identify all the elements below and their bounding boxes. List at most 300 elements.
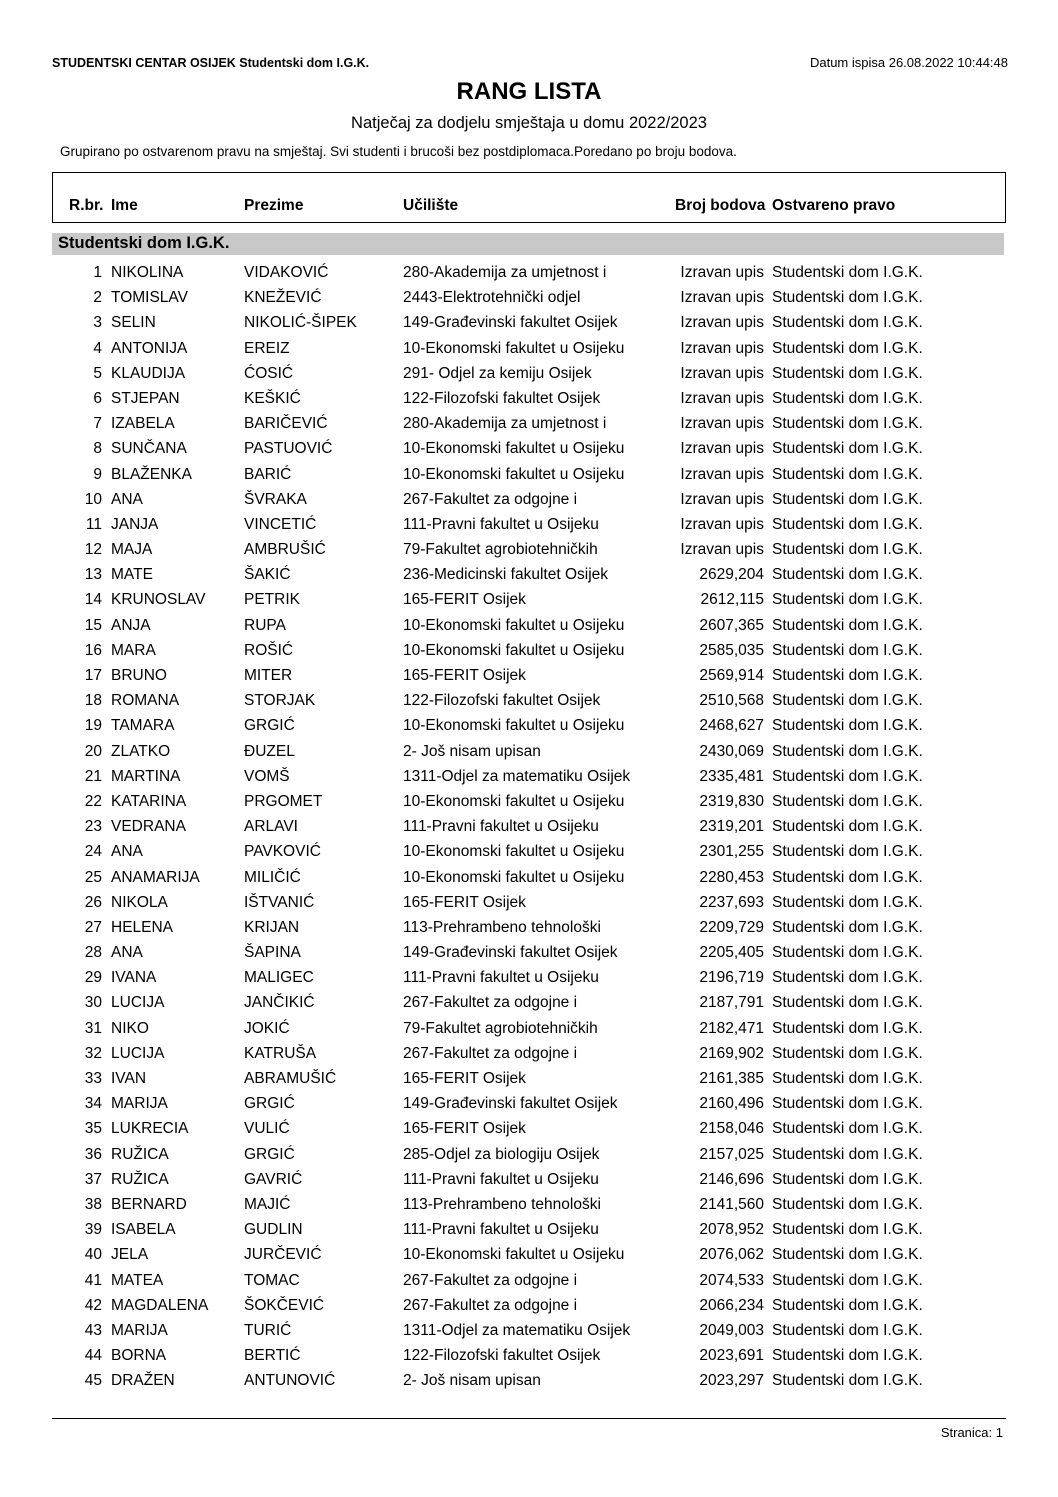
table-row <box>0 1345 1058 1370</box>
table-row <box>0 1244 1058 1269</box>
awarded-right: Studentski dom I.G.K. <box>772 641 923 659</box>
row-number: 23 <box>84 818 102 836</box>
institution: 2443-Elektrotehnički odjel <box>403 289 581 307</box>
awarded-right: Studentski dom I.G.K. <box>772 339 923 357</box>
awarded-right: Studentski dom I.G.K. <box>772 1044 923 1062</box>
table-row <box>0 1194 1058 1219</box>
table-row <box>0 917 1058 942</box>
row-number: 18 <box>84 692 102 710</box>
awarded-right: Studentski dom I.G.K. <box>772 1321 923 1339</box>
institution: 111-Pravni fakultet u Osijeku <box>403 1170 599 1188</box>
points: 2629,204 <box>699 566 764 584</box>
first-name: JELA <box>111 1246 149 1264</box>
awarded-right: Studentski dom I.G.K. <box>772 1221 923 1239</box>
row-number: 45 <box>84 1372 102 1390</box>
points: Izravan upis <box>680 465 764 483</box>
table-row <box>0 1370 1058 1395</box>
table-row <box>0 741 1058 766</box>
first-name: BORNA <box>111 1347 167 1365</box>
row-number: 2 <box>93 289 102 307</box>
table-row <box>0 1068 1058 1093</box>
row-number: 7 <box>93 415 102 433</box>
first-name: ANA <box>111 944 143 962</box>
row-number: 14 <box>84 591 102 609</box>
points: Izravan upis <box>680 541 764 559</box>
page-subtitle: Natječaj za dodjelu smještaja u domu 2022/2023 <box>351 114 707 132</box>
points: Izravan upis <box>680 440 764 458</box>
first-name: IVANA <box>111 969 157 987</box>
table-row <box>0 867 1058 892</box>
last-name: KEŠKIĆ <box>244 389 301 407</box>
last-name: TURIĆ <box>244 1321 292 1339</box>
last-name: GRGIĆ <box>244 717 295 735</box>
print-date: Datum ispisa 26.08.2022 10:44:48 <box>809 55 1008 70</box>
awarded-right: Studentski dom I.G.K. <box>772 1095 923 1113</box>
first-name: NIKO <box>111 1019 149 1037</box>
last-name: KATRUŠA <box>244 1044 317 1062</box>
institution: 122-Filozofski fakultet Osijek <box>403 389 601 407</box>
institution: 267-Fakultet za odgojne i <box>403 1271 578 1289</box>
row-number: 19 <box>84 717 102 735</box>
row-number: 39 <box>84 1221 102 1239</box>
row-number: 33 <box>84 1070 102 1087</box>
points: 2205,405 <box>699 944 764 962</box>
row-number: 26 <box>84 893 102 911</box>
table-row <box>0 1270 1058 1295</box>
first-name: DRAŽEN <box>111 1372 175 1390</box>
institution: 2- Još nisam upisan <box>403 742 541 760</box>
first-name: SELIN <box>111 314 156 332</box>
table-row <box>0 791 1058 816</box>
last-name: ĆOSIĆ <box>244 364 294 382</box>
row-number: 1 <box>93 264 102 281</box>
row-number: 11 <box>85 515 102 533</box>
institution: 165-FERIT Osijek <box>403 1070 526 1087</box>
awarded-right: Studentski dom I.G.K. <box>772 918 923 936</box>
first-name: LUCIJA <box>111 994 165 1012</box>
last-name: RUPA <box>244 616 286 634</box>
row-number: 22 <box>84 792 102 810</box>
first-name: KRUNOSLAV <box>111 591 206 609</box>
column-header-uciliste: Učilište <box>403 197 459 214</box>
points: 2023,691 <box>699 1347 764 1365</box>
table-header <box>52 172 1006 223</box>
institution: 111-Pravni fakultet u Osijeku <box>403 818 599 836</box>
table-row <box>0 312 1058 337</box>
table-row <box>0 1043 1058 1068</box>
row-number: 16 <box>84 641 102 659</box>
row-number: 17 <box>84 667 102 684</box>
first-name: KATARINA <box>111 792 187 810</box>
row-number: 30 <box>84 994 102 1012</box>
table-row <box>0 438 1058 463</box>
row-number: 13 <box>84 566 102 584</box>
row-number: 42 <box>84 1296 102 1314</box>
points: 2612,115 <box>700 591 764 609</box>
first-name: JANJA <box>111 515 159 533</box>
points: 2076,062 <box>699 1246 764 1264</box>
row-number: 35 <box>84 1120 102 1138</box>
table-row <box>0 715 1058 740</box>
last-name: EREIZ <box>244 339 290 357</box>
institution: 267-Fakultet za odgojne i <box>403 1044 578 1062</box>
points: 2280,453 <box>699 868 764 886</box>
points: 2319,830 <box>699 792 764 810</box>
table-row <box>0 514 1058 539</box>
awarded-right: Studentski dom I.G.K. <box>772 616 923 634</box>
awarded-right: Studentski dom I.G.K. <box>772 1195 923 1213</box>
institution: 122-Filozofski fakultet Osijek <box>403 1347 601 1365</box>
first-name: RUŽICA <box>111 1170 169 1188</box>
first-name: BLAŽENKA <box>111 465 192 483</box>
institution: 113-Prehrambeno tehnološki <box>403 918 601 936</box>
first-name: KLAUDIJA <box>111 364 186 382</box>
group-label: Studentski dom I.G.K. <box>58 234 230 252</box>
last-name: GAVRIĆ <box>244 1170 303 1188</box>
row-number: 38 <box>84 1195 102 1213</box>
column-header-ime: Ime <box>111 197 138 214</box>
row-number: 21 <box>84 767 102 785</box>
last-name: GUDLIN <box>244 1221 303 1239</box>
institution: 1311-Odjel za matematiku Osijek <box>403 767 631 785</box>
points: Izravan upis <box>680 289 764 307</box>
institution: 267-Fakultet za odgojne i <box>403 490 578 508</box>
table-row <box>0 1118 1058 1143</box>
last-name: PRGOMET <box>244 792 323 810</box>
row-number: 12 <box>84 541 102 559</box>
first-name: STJEPAN <box>111 389 180 407</box>
last-name: BERTIĆ <box>244 1347 301 1365</box>
awarded-right: Studentski dom I.G.K. <box>772 1347 923 1365</box>
institution: 10-Ekonomski fakultet u Osijeku <box>403 717 625 735</box>
institution: 267-Fakultet za odgojne i <box>403 1296 578 1314</box>
table-row <box>0 262 1058 287</box>
last-name: JANČIKIĆ <box>244 994 315 1012</box>
last-name: ABRAMUŠIĆ <box>244 1070 337 1087</box>
last-name: IŠTVANIĆ <box>244 893 315 911</box>
awarded-right: Studentski dom I.G.K. <box>772 465 923 483</box>
awarded-right: Studentski dom I.G.K. <box>772 364 923 382</box>
row-number: 3 <box>93 314 102 332</box>
points: Izravan upis <box>680 264 764 281</box>
points: 2049,003 <box>699 1321 764 1339</box>
points: 2169,902 <box>699 1044 764 1062</box>
points: Izravan upis <box>680 389 764 407</box>
row-number: 20 <box>84 742 102 760</box>
awarded-right: Studentski dom I.G.K. <box>772 289 923 307</box>
points: Izravan upis <box>680 339 764 357</box>
first-name: ZLATKO <box>111 742 171 760</box>
row-number: 43 <box>84 1321 102 1339</box>
institution: 10-Ekonomski fakultet u Osijeku <box>403 440 625 458</box>
points: 2585,035 <box>699 641 764 659</box>
points: 2196,719 <box>699 969 764 987</box>
points: Izravan upis <box>680 515 764 533</box>
last-name: MILIČIĆ <box>244 868 301 886</box>
awarded-right: Studentski dom I.G.K. <box>772 893 923 911</box>
first-name: LUCIJA <box>111 1044 165 1062</box>
row-number: 27 <box>84 918 102 936</box>
institution: 113-Prehrambeno tehnološki <box>403 1195 601 1213</box>
table-row <box>0 615 1058 640</box>
institution: 79-Fakultet agrobiotehničkih <box>403 1019 598 1037</box>
points: 2237,693 <box>699 893 764 911</box>
first-name: BERNARD <box>111 1195 187 1213</box>
awarded-right: Studentski dom I.G.K. <box>772 742 923 760</box>
first-name: LUKRECIA <box>111 1120 189 1138</box>
points: 2158,046 <box>699 1120 764 1138</box>
awarded-right: Studentski dom I.G.K. <box>772 1372 923 1390</box>
institution: 236-Medicinski fakultet Osijek <box>403 566 609 584</box>
group-header <box>52 233 1004 255</box>
last-name: ŠOKČEVIĆ <box>244 1296 325 1314</box>
column-header-prezime: Prezime <box>244 197 304 214</box>
table-row <box>0 413 1058 438</box>
last-name: ANTUNOVIĆ <box>244 1372 336 1390</box>
table-row <box>0 539 1058 564</box>
row-number: 31 <box>84 1019 102 1037</box>
first-name: MARIJA <box>111 1095 168 1113</box>
awarded-right: Studentski dom I.G.K. <box>772 490 923 508</box>
table-row <box>0 464 1058 489</box>
institution: 165-FERIT Osijek <box>403 591 526 609</box>
first-name: IVAN <box>111 1070 147 1087</box>
points: 2607,365 <box>699 616 764 634</box>
awarded-right: Studentski dom I.G.K. <box>772 969 923 987</box>
row-number: 37 <box>84 1170 102 1188</box>
institution: 111-Pravni fakultet u Osijeku <box>403 1221 599 1239</box>
awarded-right: Studentski dom I.G.K. <box>772 415 923 433</box>
last-name: MALIGEC <box>244 969 314 987</box>
points: 2160,496 <box>699 1095 764 1113</box>
first-name: HELENA <box>111 918 174 936</box>
table-row <box>0 589 1058 614</box>
first-name: VEDRANA <box>111 818 186 836</box>
institution-header: STUDENTSKI CENTAR OSIJEK Studentski dom I.G.K. <box>52 56 370 70</box>
awarded-right: Studentski dom I.G.K. <box>772 1170 923 1188</box>
institution: 10-Ekonomski fakultet u Osijeku <box>403 641 625 659</box>
institution: 280-Akademija za umjetnost i <box>403 415 607 433</box>
row-number: 8 <box>93 440 102 458</box>
table-row <box>0 338 1058 363</box>
last-name: GRGIĆ <box>244 1095 295 1113</box>
institution: 280-Akademija za umjetnost i <box>403 264 607 281</box>
table-row <box>0 287 1058 312</box>
last-name: PETRIK <box>244 591 300 609</box>
column-header-bodovi: Broj bodova <box>675 197 766 214</box>
awarded-right: Studentski dom I.G.K. <box>772 818 923 836</box>
table-row <box>0 892 1058 917</box>
institution: 291- Odjel za kemiju Osijek <box>403 364 592 382</box>
awarded-right: Studentski dom I.G.K. <box>772 314 923 332</box>
points: 2074,533 <box>699 1271 764 1289</box>
awarded-right: Studentski dom I.G.K. <box>772 994 923 1012</box>
last-name: PASTUOVIĆ <box>244 440 333 458</box>
last-name: STORJAK <box>244 692 316 710</box>
awarded-right: Studentski dom I.G.K. <box>772 1070 923 1087</box>
institution: 1311-Odjel za matematiku Osijek <box>403 1321 631 1339</box>
table-row <box>0 1144 1058 1169</box>
points: 2301,255 <box>699 843 764 861</box>
last-name: VIDAKOVIĆ <box>244 264 329 281</box>
awarded-right: Studentski dom I.G.K. <box>772 944 923 962</box>
first-name: NIKOLA <box>111 893 168 911</box>
points: Izravan upis <box>680 364 764 382</box>
awarded-right: Studentski dom I.G.K. <box>772 541 923 559</box>
last-name: VINCETIĆ <box>244 515 317 533</box>
institution: 10-Ekonomski fakultet u Osijeku <box>403 868 625 886</box>
last-name: JOKIĆ <box>244 1019 290 1037</box>
first-name: MAGDALENA <box>111 1296 209 1314</box>
points: 2141,560 <box>699 1195 764 1213</box>
institution: 111-Pravni fakultet u Osijeku <box>403 515 599 533</box>
points: 2430,069 <box>699 742 764 760</box>
row-number: 36 <box>84 1145 102 1163</box>
first-name: MATE <box>111 566 153 584</box>
points: 2187,791 <box>699 994 764 1012</box>
institution: 267-Fakultet za odgojne i <box>403 994 578 1012</box>
last-name: VULIĆ <box>244 1120 290 1138</box>
points: 2209,729 <box>699 918 764 936</box>
points: 2182,471 <box>699 1019 764 1037</box>
last-name: JURČEVIĆ <box>244 1246 322 1264</box>
awarded-right: Studentski dom I.G.K. <box>772 717 923 735</box>
points: 2066,234 <box>699 1296 764 1314</box>
table-row <box>0 992 1058 1017</box>
last-name: BARIČEVIĆ <box>244 415 328 433</box>
points: Izravan upis <box>680 314 764 332</box>
first-name: ANA <box>111 843 143 861</box>
institution: 10-Ekonomski fakultet u Osijeku <box>403 465 625 483</box>
institution: 149-Građevinski fakultet Osijek <box>403 944 618 962</box>
last-name: VOMŠ <box>244 767 290 785</box>
row-number: 41 <box>84 1271 102 1289</box>
last-name: ŠAPINA <box>244 944 301 962</box>
first-name: MAJA <box>111 541 153 559</box>
points: 2161,385 <box>699 1070 764 1087</box>
row-number: 9 <box>93 465 102 483</box>
awarded-right: Studentski dom I.G.K. <box>772 389 923 407</box>
first-name: MATEA <box>111 1271 164 1289</box>
first-name: ANAMARIJA <box>111 868 200 886</box>
first-name: BRUNO <box>111 667 167 684</box>
row-number: 28 <box>84 944 102 962</box>
row-number: 10 <box>84 490 102 508</box>
institution: 10-Ekonomski fakultet u Osijeku <box>403 339 625 357</box>
points: 2335,481 <box>699 767 764 785</box>
row-number: 15 <box>84 616 102 634</box>
last-name: KNEŽEVIĆ <box>244 289 322 307</box>
table-row <box>0 1093 1058 1118</box>
last-name: ŠAKIĆ <box>244 566 291 584</box>
first-name: ANA <box>111 490 143 508</box>
awarded-right: Studentski dom I.G.K. <box>772 1271 923 1289</box>
points: 2319,201 <box>699 818 764 836</box>
institution: 10-Ekonomski fakultet u Osijeku <box>403 616 625 634</box>
last-name: KRIJAN <box>244 918 300 936</box>
awarded-right: Studentski dom I.G.K. <box>772 1019 923 1037</box>
awarded-right: Studentski dom I.G.K. <box>772 792 923 810</box>
table-row <box>0 363 1058 388</box>
footer-divider <box>52 1418 1006 1419</box>
institution: 285-Odjel za biologiju Osijek <box>403 1145 600 1163</box>
row-number: 29 <box>84 969 102 987</box>
awarded-right: Studentski dom I.G.K. <box>772 1145 923 1163</box>
table-row <box>0 388 1058 413</box>
table-row <box>0 1320 1058 1345</box>
points: 2569,914 <box>699 667 764 684</box>
awarded-right: Studentski dom I.G.K. <box>772 264 923 281</box>
row-number: 40 <box>84 1246 102 1264</box>
grouping-note: Grupirano po ostvarenom pravu na smještaj. Svi studenti i brucoši bez postdiplomaca.Poredano po broju bodova. <box>60 144 737 159</box>
page-title: RANG LISTA <box>456 78 602 105</box>
points: Izravan upis <box>680 490 764 508</box>
row-number: 44 <box>84 1347 102 1365</box>
row-number: 5 <box>93 364 102 382</box>
institution: 149-Građevinski fakultet Osijek <box>403 1095 618 1113</box>
points: 2157,025 <box>699 1145 764 1163</box>
row-number: 25 <box>84 868 102 886</box>
first-name: MARIJA <box>111 1321 168 1339</box>
column-header-pravo: Ostvareno pravo <box>772 197 896 214</box>
awarded-right: Studentski dom I.G.K. <box>772 843 923 861</box>
awarded-right: Studentski dom I.G.K. <box>772 868 923 886</box>
page-number: Stranica: 1 <box>940 1425 1003 1440</box>
institution: 79-Fakultet agrobiotehničkih <box>403 541 598 559</box>
points: Izravan upis <box>680 415 764 433</box>
last-name: GRGIĆ <box>244 1145 295 1163</box>
table-row <box>0 564 1058 589</box>
points: 2146,696 <box>699 1170 764 1188</box>
last-name: NIKOLIĆ-ŠIPEK <box>244 314 357 332</box>
awarded-right: Studentski dom I.G.K. <box>772 1296 923 1314</box>
table-row <box>0 690 1058 715</box>
table-row <box>0 967 1058 992</box>
table-row <box>0 1169 1058 1194</box>
points: 2023,297 <box>699 1372 764 1390</box>
points: 2078,952 <box>699 1221 764 1239</box>
last-name: PAVKOVIĆ <box>244 843 321 861</box>
first-name: NIKOLINA <box>111 264 184 281</box>
first-name: TAMARA <box>111 717 175 735</box>
awarded-right: Studentski dom I.G.K. <box>772 440 923 458</box>
first-name: ANJA <box>111 616 151 634</box>
first-name: MARA <box>111 641 156 659</box>
table-row <box>0 1219 1058 1244</box>
last-name: MITER <box>244 667 293 684</box>
last-name: TOMAC <box>244 1271 300 1289</box>
institution: 10-Ekonomski fakultet u Osijeku <box>403 1246 625 1264</box>
row-number: 24 <box>84 843 102 861</box>
first-name: SUNČANA <box>111 440 187 458</box>
points: 2510,568 <box>699 692 764 710</box>
awarded-right: Studentski dom I.G.K. <box>772 1120 923 1138</box>
awarded-right: Studentski dom I.G.K. <box>772 692 923 710</box>
first-name: RUŽICA <box>111 1145 169 1163</box>
table-row <box>0 1018 1058 1043</box>
table-row <box>0 489 1058 514</box>
first-name: ANTONIJA <box>111 339 188 357</box>
table-row <box>0 841 1058 866</box>
awarded-right: Studentski dom I.G.K. <box>772 667 923 684</box>
institution: 165-FERIT Osijek <box>403 1120 526 1138</box>
last-name: ARLAVI <box>244 818 298 836</box>
institution: 2- Još nisam upisan <box>403 1372 541 1390</box>
table-row <box>0 816 1058 841</box>
row-number: 32 <box>84 1044 102 1062</box>
institution: 122-Filozofski fakultet Osijek <box>403 692 601 710</box>
awarded-right: Studentski dom I.G.K. <box>772 767 923 785</box>
